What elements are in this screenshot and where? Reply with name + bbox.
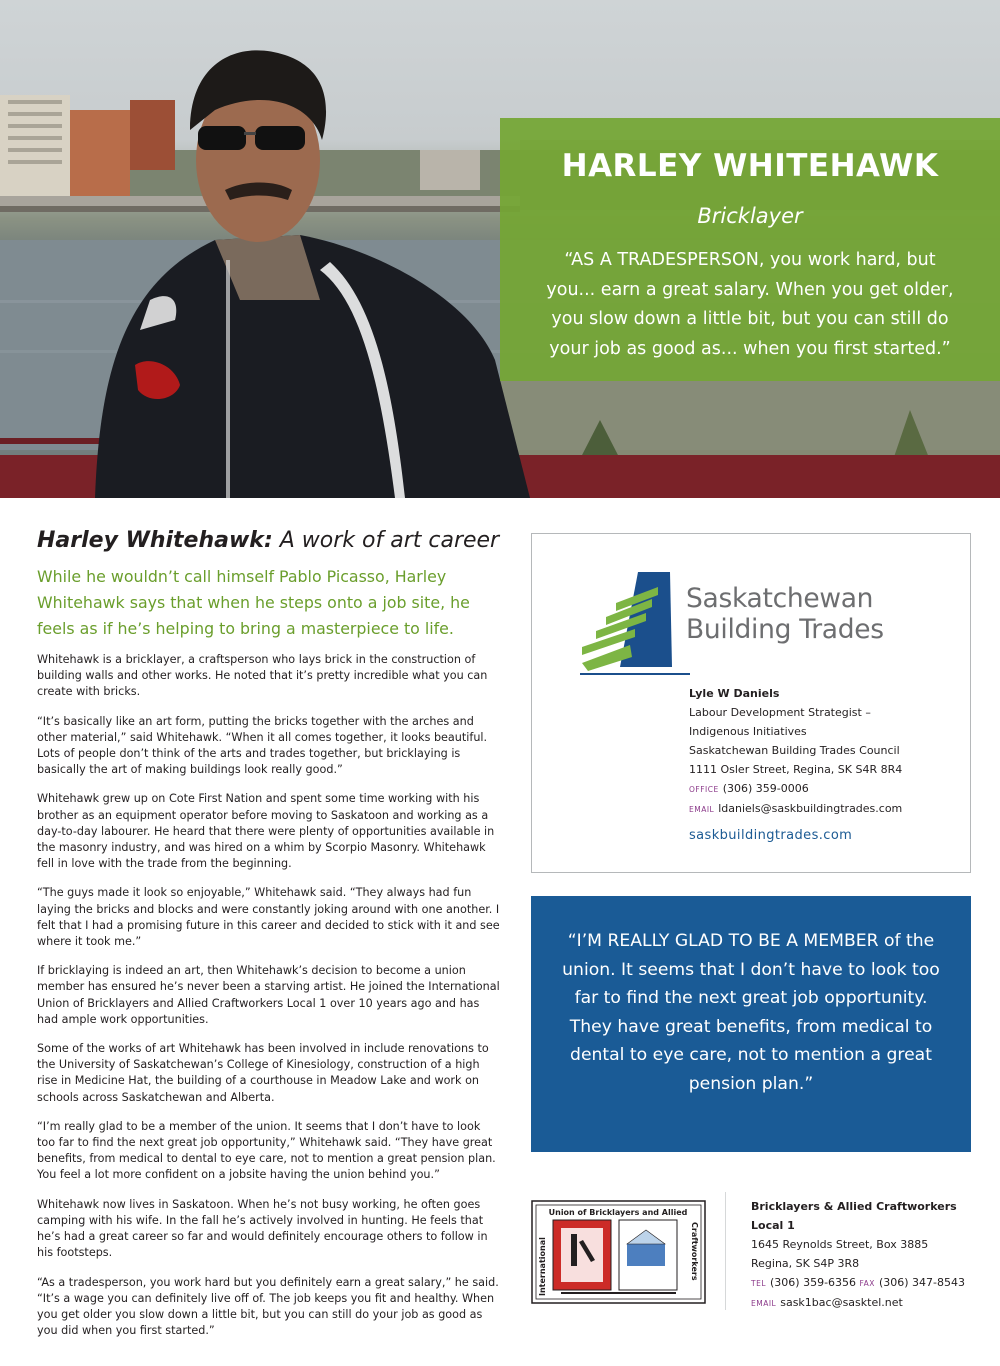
contact-role-line1: Labour Development Strategist – xyxy=(689,706,871,719)
hero-photo xyxy=(0,0,1000,498)
office-label: OFFICE xyxy=(689,785,719,794)
contact-email-link[interactable]: ldaniels@saskbuildingtrades.com xyxy=(718,802,903,815)
headline-bold: Harley Whitehawk: xyxy=(37,528,273,553)
article-paragraph: Some of the works of art Whitehawk has been involved in include renovations to the University of Saskatchewan’s College of Kinesiology, construction of a high rise in Medicine Hat, the building of a courthouse in Meadow Lake and work on schools across Saskatchewan and Alberta. xyxy=(37,1042,489,1104)
article-paragraph: Whitehawk grew up on Cote First Nation and spent some time working with his brother as an equipment operator before moving to Saskatoon and working as a day-to-day labourer. He heard that there were plenty of opportunities available in the masonry industry, and was hired on a whim by Scorpio Masonry. Whitehawk fell in love with the trade from the beginning. xyxy=(37,792,495,871)
office-phone[interactable]: (306) 359-0006 xyxy=(722,782,809,795)
contact-address: 1111 Osler Street, Regina, SK S4R 8R4 xyxy=(689,763,903,776)
union-tel[interactable]: (306) 359-6356 xyxy=(770,1276,857,1289)
union-email-row xyxy=(751,1293,965,1313)
email-label: EMAIL xyxy=(689,805,715,814)
sbt-logo-text xyxy=(686,583,884,645)
contact-name: Lyle W Daniels xyxy=(689,687,780,700)
footer-divider xyxy=(725,1192,726,1310)
contact-role-line2: Indigenous Initiatives xyxy=(689,725,807,738)
article-paragraph: Whitehawk now lives in Saskatoon. When he’s not busy working, he often goes camping with his wife. In the fall he’s actively involved in hunting. He feels that he’s had a great career so far and would definitely encourage others to follow in his footsteps. xyxy=(37,1197,488,1260)
sbt-contact-details xyxy=(689,684,902,819)
contact-org: Saskatchewan Building Trades Council xyxy=(689,744,900,757)
profile-name: HARLEY WHITEHAWK xyxy=(561,148,939,184)
tel-label: TEL xyxy=(751,1279,766,1288)
sbt-logo-icon xyxy=(580,567,690,677)
fax-label: FAX xyxy=(859,1279,875,1288)
union-address-line1: 1645 Reynolds Street, Box 3885 xyxy=(751,1238,929,1251)
sbt-website-link[interactable]: saskbuildingtrades.com xyxy=(689,828,853,843)
union-name-line1: Bricklayers & Allied Craftworkers xyxy=(751,1200,957,1213)
sunglasses xyxy=(198,126,246,150)
article-paragraph: Whitehawk is a bricklayer, a craftsperson who lays brick in the construction of building walls and other works. He noted that it’s pretty incredible what you can create with bricks. xyxy=(37,653,488,699)
union-name-line2: Local 1 xyxy=(751,1219,795,1232)
profile-quote: “AS A TRADESPERSON, you work hard, but you... earn a great salary. When you get older, you slow down a little bit, but you can still do your job as good as... when you first started.” xyxy=(546,250,954,359)
union-phone-row xyxy=(751,1273,965,1293)
union-logo-top-text: Union of Bricklayers and Allied xyxy=(548,1208,688,1217)
hero-quote-panel xyxy=(500,118,1000,381)
sbt-logo-line1: Saskatchewan xyxy=(686,583,874,614)
article-paragraph: “It’s basically like an art form, putting the bricks together with the arches and other material,” said Whitehawk. “When it all comes together, it looks beautiful. Lots of people don’t think of the arts and trades together, but bricklaying is basically the art of making buildings look really good.” xyxy=(37,714,488,777)
headline-rest: A work of art career xyxy=(272,528,500,553)
bac-union-logo xyxy=(531,1200,706,1304)
article xyxy=(37,528,500,1339)
article-paragraph: “The guys made it look so enjoyable,” Whitehawk said. “They always had fun laying the bricks and blocks and were constantly joking around with one another. I felt that I had a promising future in this career and decided to stick with it and see where it took me.” xyxy=(37,886,500,949)
article-paragraph: “As a tradesperson, you work hard but you definitely earn a great salary,” he said. “It’s a wage you can definitely live off of. The job keeps you fit and healthy. When you get older you slow down a little bit, but you can still do your job as good as you did when you first started.” xyxy=(37,1275,499,1338)
union-logo-left-text: International xyxy=(538,1237,547,1296)
article-headline xyxy=(37,528,500,553)
sbt-contact-card xyxy=(531,533,971,873)
pull-quote-text: “I’M REALLY GLAD TO BE A MEMBER of the union. It seems that I don’t have to look too far to find the next great job opportunity. They have great benefits, from medical to dental to eye care, not to mention a great pension plan.” xyxy=(562,931,940,1094)
contact-office-row xyxy=(689,779,902,799)
union-email-link[interactable]: sask1bac@sasktel.net xyxy=(780,1296,903,1309)
union-fax: (306) 347-8543 xyxy=(878,1276,965,1289)
union-contact-details xyxy=(751,1197,965,1313)
article-lead: While he wouldn’t call himself Pablo Picasso, Harley Whitehawk says that when he steps onto a job site, he feels as if he’s helping to bring a masterpiece to life. xyxy=(37,567,470,638)
article-paragraph: If bricklaying is indeed an art, then Whitehawk’s decision to become a union member has ensured he’s never been a starving artist. He joined the International Union of Bricklayers and Allied Craftworkers Local 1 over 10 years ago and has had ample work opportunities. xyxy=(37,964,500,1026)
union-address-line2: Regina, SK S4P 3R8 xyxy=(751,1257,860,1270)
union-logo-right-text: Craftworkers xyxy=(690,1222,699,1281)
profile-job-title: Bricklayer xyxy=(697,204,803,228)
article-paragraph: “I’m really glad to be a member of the union. It seems that I don’t have to look too far to find the next great job opportunity,” Whitehawk said. “They have great benefits, from medical to dental to eye care, not to mention a great pension plan. You feel a lot more confident on a jobsite having the union behind you.” xyxy=(37,1119,496,1182)
pull-quote-panel xyxy=(531,896,971,1152)
brick-building xyxy=(70,110,130,205)
union-email-label: EMAIL xyxy=(751,1299,777,1308)
contact-email-row xyxy=(689,799,902,819)
sbt-logo-line2: Building Trades xyxy=(686,614,884,645)
